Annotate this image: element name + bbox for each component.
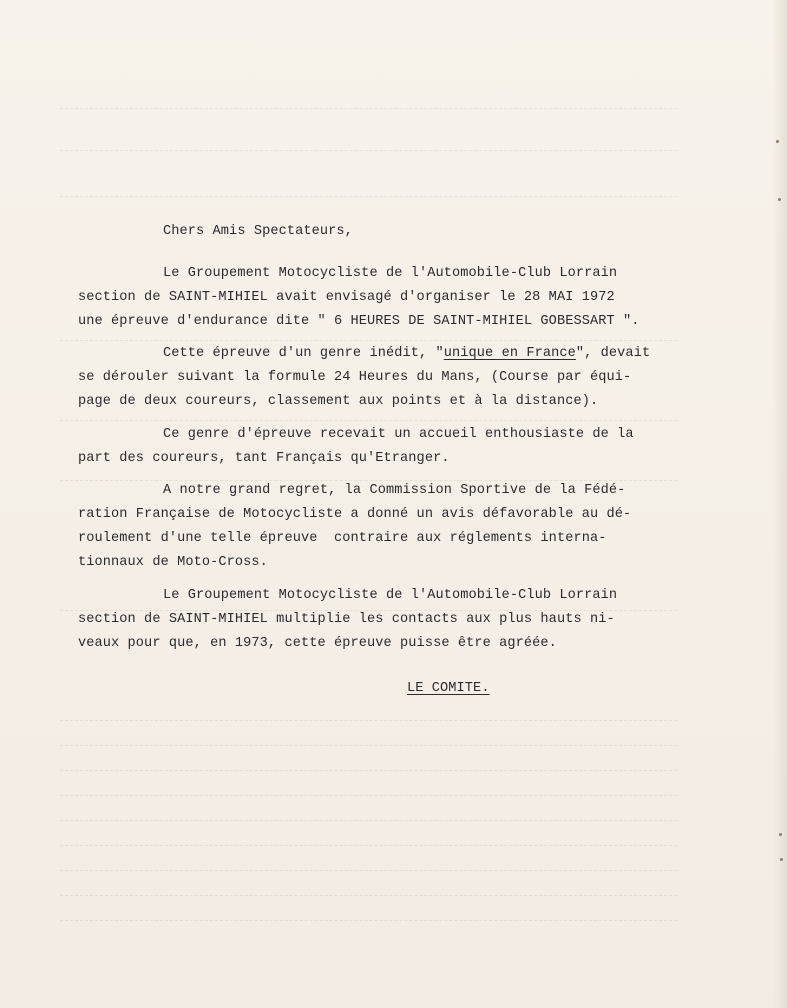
show-through-line [60, 870, 677, 872]
paragraph-2-line-1-start: Cette épreuve d'un genre inédit, " [163, 346, 444, 361]
paper-speck [778, 198, 781, 201]
show-through-line [60, 150, 677, 152]
paragraph-5-line-3: veaux pour que, en 1973, cette épreuve puisse être agréée. [78, 636, 557, 651]
paragraph-1-line-2: section de SAINT-MIHIEL avait envisagé d'organiser le 28 MAI 1972 [78, 290, 615, 305]
show-through-line [60, 108, 677, 110]
show-through-line [60, 770, 677, 772]
paragraph-1-line-1: Le Groupement Motocycliste de l'Automobile-Club Lorrain [163, 266, 618, 281]
paragraph-3-line-2: part des coureurs, tant Français qu'Etranger. [78, 451, 450, 466]
show-through-line [60, 340, 677, 342]
page-edge-shadow [773, 0, 787, 1008]
salutation: Chers Amis Spectateurs, [163, 224, 353, 239]
paragraph-2-line-1 [163, 345, 650, 363]
paper-speck [780, 858, 783, 861]
paragraph-4-line-2: ration Française de Motocycliste a donné un avis défavorable au dé- [78, 507, 632, 522]
show-through-line [60, 820, 677, 822]
show-through-line [60, 795, 677, 797]
paragraph-3-line-1: Ce genre d'épreuve recevait un accueil enthousiaste de la [163, 427, 634, 442]
paragraph-2-line-2: se dérouler suivant la formule 24 Heures du Mans, (Course par équi- [78, 370, 632, 385]
paragraph-2-line-1-end: ", devait [575, 346, 651, 361]
paragraph-4-line-1: A notre grand regret, la Commission Sportive de la Fédé- [163, 483, 626, 498]
show-through-line [60, 720, 677, 722]
paper-speck [779, 833, 782, 836]
paragraph-2-line-3: page de deux coureurs, classement aux points et à la distance). [78, 394, 599, 409]
paragraph-4-line-4: tionnaux de Moto-Cross. [78, 555, 268, 570]
show-through-line [60, 895, 677, 897]
paragraph-4-line-3: roulement d'une telle épreuve contraire aux réglements interna- [78, 531, 607, 546]
paragraph-1-line-3: une épreuve d'endurance dite " 6 HEURES DE SAINT-MIHIEL GOBESSART ". [78, 314, 640, 329]
signature: LE COMITE. [407, 681, 490, 696]
paragraph-5-line-2: section de SAINT-MIHIEL multiplie les contacts aux plus hauts ni- [78, 612, 615, 627]
show-through-line [60, 845, 677, 847]
show-through-line [60, 745, 677, 747]
show-through-line [60, 196, 677, 198]
unique-en-france-underlined: unique en France [443, 346, 576, 361]
paragraph-5-line-1: Le Groupement Motocycliste de l'Automobile-Club Lorrain [163, 588, 618, 603]
show-through-line [60, 420, 677, 422]
show-through-line [60, 920, 677, 922]
paper-speck [776, 140, 779, 143]
